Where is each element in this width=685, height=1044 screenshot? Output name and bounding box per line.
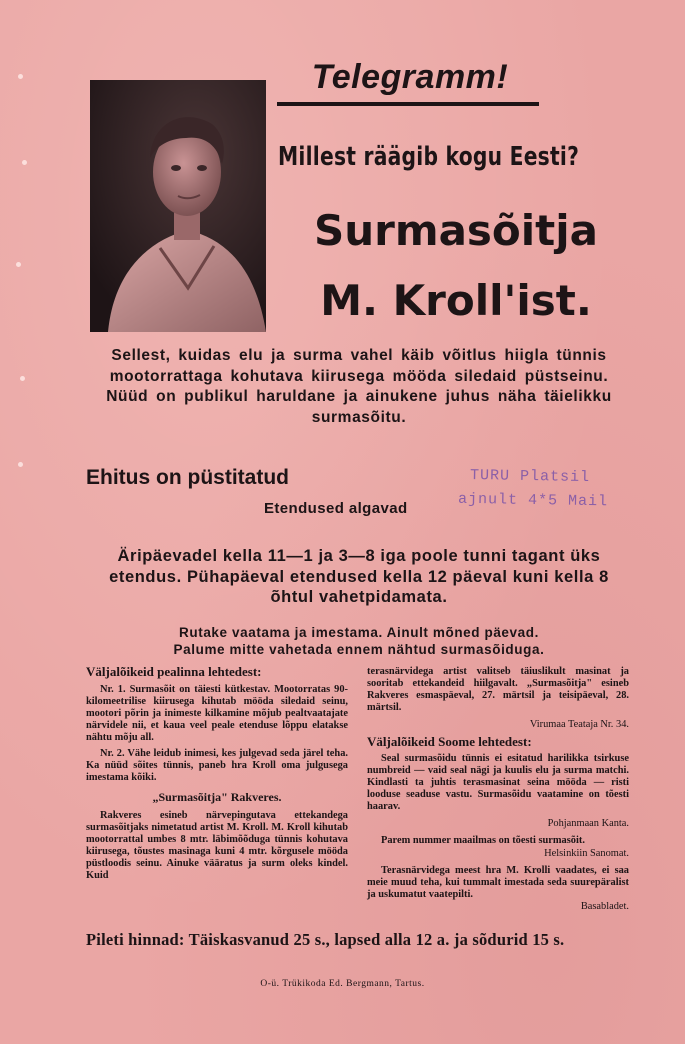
clipping-finnish-3: Terasnärvidega meest hra M. Krolli vaadates, ei saa meie muud teha, kui tummalt imestada seda suurepäralist ja uskumatut vaatepilti. <box>367 864 629 900</box>
clippings-heading-capital: Väljalõikeid pealinna lehtedest: <box>86 664 262 679</box>
stamp-line2: ajnult 4*5 Mail <box>457 490 609 511</box>
rush-line1: Rutake vaatama ja imestama. Ainult mõned päevad. <box>179 625 539 640</box>
clippings-right-column <box>367 666 629 918</box>
clippings-heading-finnish: Väljalõikeid Soome lehtedest: <box>367 733 532 749</box>
clipping-finnish-1: Seal surmasõidu tünnis ei esitatud harilikka tsirkuse numbreid — vaid seal nägi ja kuulis elu ja surma matchi. Kindlasti ta juhtis terasmasinat seina mööda — risti looduse seaduse vastu. Surmasõidu vaatamine on tõesti haarav. <box>367 753 629 813</box>
printer-credit: O-ü. Trükikoda Ed. Bergmann, Tartus. <box>260 979 425 989</box>
title-underline <box>277 102 539 106</box>
paper-speck <box>22 160 27 165</box>
intro-paragraph: Sellest, kuidas elu ja surma vahel käib võitlus hiigla tünnis mootorrattaga kohutava kiirusega mööda siledaid püstseinu. Nüüd on publikul haruldane ja ainukene juhus näha täielikku surmasõitu. <box>106 347 612 426</box>
headline-question: Millest räägib kogu Eesti? <box>278 142 580 172</box>
clipping-rakvere-continued: terasnärvidega artist valitseb täiuslikult masinat ja sooritab ettekandeid hiilgavalt. „Surmasõitja" esineb Rakveres esmaspäeval, 27. märtsil ja teisipäeval, 28. märtsil. <box>367 666 629 713</box>
headline-main: Surmasõitja <box>313 206 599 255</box>
headline-name: M. Kroll'ist. <box>320 276 592 325</box>
paper-speck <box>18 74 23 79</box>
paper-speck <box>18 462 23 467</box>
clipping-source: Virumaa Teataja Nr. 34. <box>529 718 629 730</box>
portrait-photo <box>90 80 266 332</box>
shows-begin: Etendused algavad <box>264 500 408 517</box>
clippings-left-column <box>86 666 348 887</box>
clipping-source: Pohjanmaan Kanta. <box>547 817 629 829</box>
paper-speck <box>20 376 25 381</box>
clipping-rakvere-heading: „Surmasõitja" Rakveres. <box>152 790 282 805</box>
clipping-nr1: Nr. 1. Surmasõit on täiesti kütkestav. Mootorratas 90-kilomeetrilise kiirusega kihutab mööda siledaid seinu, mootori põrin ja inimeste kilkamine mõjub pealtvaatajate närvidele nii, et kaua veel peale etenduse lõppu elatakse nähtu mõju all. <box>86 683 348 743</box>
rush-notice <box>86 624 632 658</box>
paper-speck <box>16 262 21 267</box>
rush-line2: Palume mitte vahetada ennem nähtud surmasõiduga. <box>173 642 545 657</box>
stamp-line1: TURU Platsil <box>469 466 591 487</box>
clipping-finnish-2: Parem nummer maailmas on tõesti surmasõit. <box>381 834 585 846</box>
clipping-nr2: Nr. 2. Vähe leidub inimesi, kes julgevad seda järel teha. Ka nüüd sõites tünnis, paneb hra Kroll oma julgusega imestama kõiki. <box>86 748 348 784</box>
portrait-illustration <box>90 80 266 332</box>
ticket-prices: Pileti hinnad: Täiskasvanud 25 s., lapsed alla 12 a. ja sõdurid 15 s. <box>86 930 565 949</box>
telegram-title: Telegramm! <box>311 58 509 96</box>
built-notice: Ehitus on püstitatud <box>86 466 289 489</box>
clipping-source: Helsinkiin Sanomat. <box>544 847 629 859</box>
clipping-source: Basabladet. <box>580 901 629 913</box>
show-times: Äripäevadel kella 11—1 ja 3—8 iga poole tunni tagant üks etendus. Pühapäeval etendused kella 12 päeval kuni kella 8 õhtul vahetpidamata. <box>109 547 609 606</box>
clipping-rakvere: Rakveres esineb närvepingutava ettekandega surmasõitjaks nimetatud artist M. Kroll. M. Kroll kihutab mootorrattal umbes 8 mtr. läbimõõduga tünnis kohutava kiirusega, tõustes masinaga kuni 4 mtr. kõrgusele mööda püstloodis seinu. Ainuke vääratus ja surm oleks kindel. Kuid <box>86 810 348 881</box>
